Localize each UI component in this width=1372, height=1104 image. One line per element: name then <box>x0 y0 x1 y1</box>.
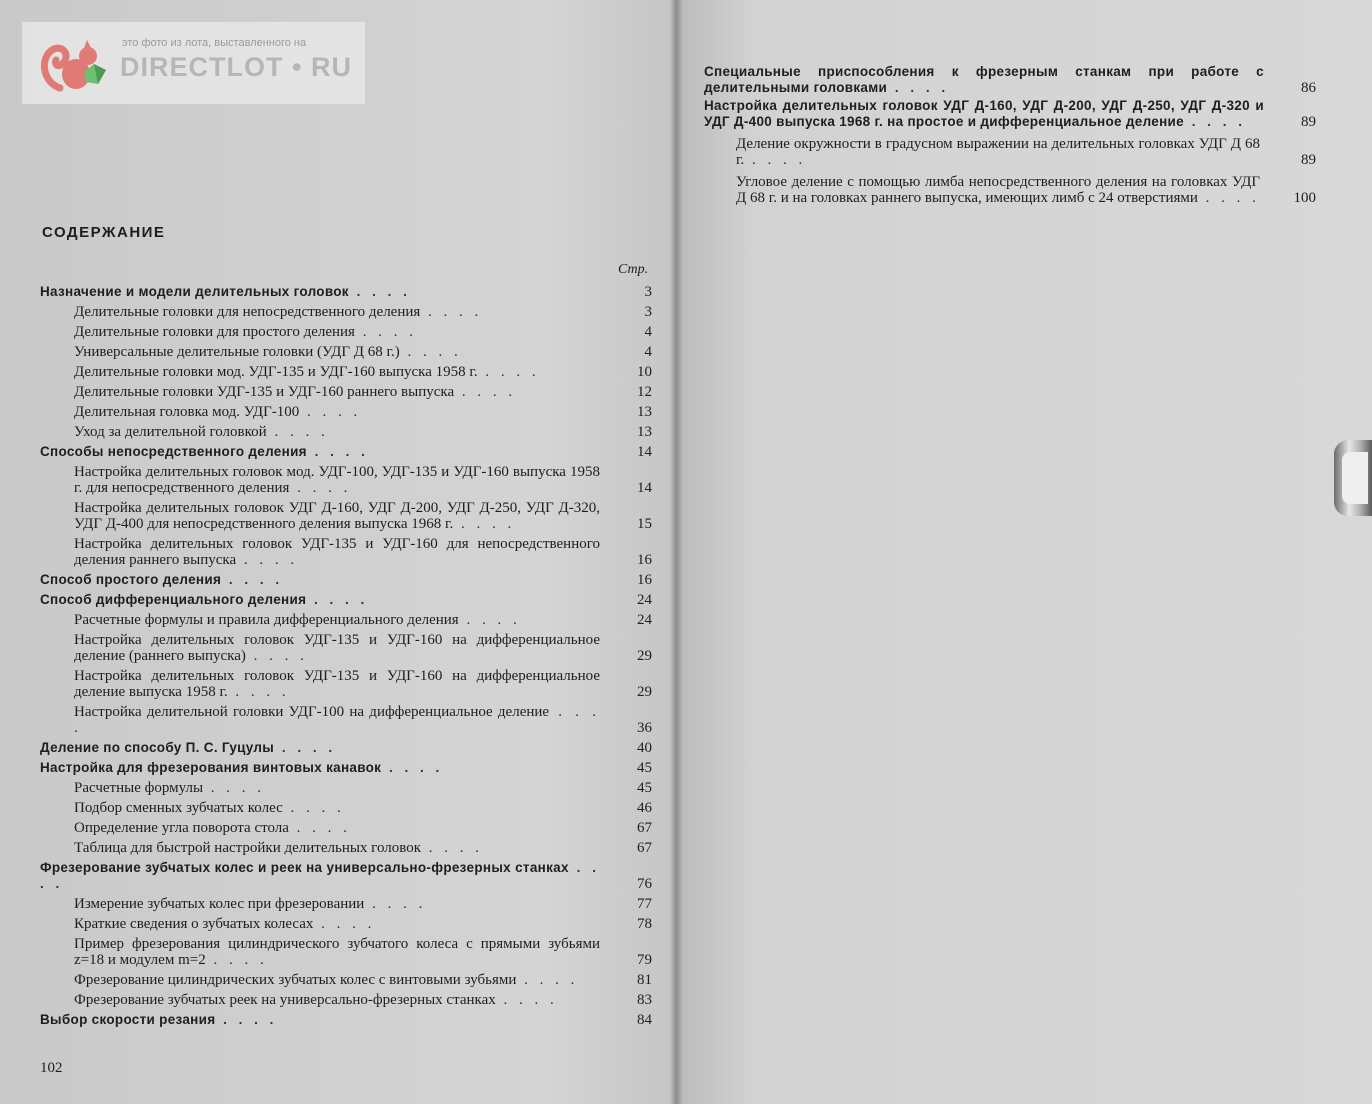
toc-entry-page: 86 <box>1301 80 1316 96</box>
toc-entry-title: Настройка делительных головок УДГ-135 и УДГ-160 на дифференциальное деление (раннего выпуска) <box>74 632 600 664</box>
toc-entry-title: Настройка делительных головок УДГ Д-160, УДГ Д-200, УДГ Д-250, УДГ Д-320, УДГ Д-400 для непосредственного деления выпуска 1968 г. <box>74 500 600 532</box>
toc-entry-page: 13 <box>637 404 652 420</box>
toc-entry-page: 84 <box>637 1012 652 1028</box>
toc-entry-title: Пример фрезерования цилиндрического зубчатого колеса с прямыми зубьями z=18 и модулем m=2 <box>74 936 600 968</box>
toc-entry-title: Фрезерование зубчатых колес и реек на универсально-фрезерных станках <box>40 860 569 875</box>
toc-entry-page: 46 <box>637 800 652 816</box>
toc-entry <box>40 424 652 440</box>
toc-leader-dots: . . . . <box>454 384 517 400</box>
toc-leader-dots: . . . . <box>205 952 268 968</box>
toc-leader-dots: . . . . <box>421 840 484 856</box>
toc-title: СОДЕРЖАНИЕ <box>42 224 166 241</box>
toc-entry <box>40 536 652 568</box>
toc-entry-title: Угловое деление с помощью лимба непосредственного деления на головках УДГ Д 68 г. и на головках раннего выпуска, имеющих лимб с 24 отверстиями <box>736 174 1260 206</box>
toc-entry-page: 4 <box>644 344 652 360</box>
toc-entry <box>40 820 652 836</box>
toc-entry <box>40 500 652 532</box>
toc-entry <box>40 800 652 816</box>
toc-leader-dots: . . . . <box>354 324 417 340</box>
toc-entry <box>40 384 652 400</box>
toc-entry-page: 10 <box>637 364 652 380</box>
toc-leader-dots: . . . . <box>1197 190 1260 206</box>
toc-entry <box>40 592 652 608</box>
toc-entry-page: 78 <box>637 916 652 932</box>
toc-entry-title: Настройка делительных головок УДГ-135 и УДГ-160 на дифференциальное деление выпуска 1958 г. <box>74 668 600 700</box>
toc-entry-page: 67 <box>637 840 652 856</box>
toc-entry-page: 3 <box>644 284 652 300</box>
toc-entry <box>40 284 652 300</box>
toc-entry-title: Краткие сведения о зубчатых колесах <box>74 916 314 932</box>
page-number: 102 <box>40 1060 63 1076</box>
toc-entry <box>40 404 652 420</box>
toc-entry-title: Способ дифференциального деления <box>40 592 307 607</box>
toc-leader-dots: . . . . <box>221 572 284 587</box>
toc-entry-page: 29 <box>637 684 652 700</box>
toc-entry-title: Подбор сменных зубчатых колес <box>74 800 283 816</box>
toc-entry <box>40 668 652 700</box>
toc-entry <box>40 612 652 628</box>
toc-entry-page: 4 <box>644 324 652 340</box>
toc-entry-title: Настройка делительных головок УДГ-135 и УДГ-160 для непосредственного деления раннего выпуска <box>74 536 600 568</box>
toc-entry-title: Настройка делительных головок мод. УДГ-100, УДГ-135 и УДГ-160 выпуска 1958 г. для непосредственного деления <box>74 464 600 496</box>
toc-leader-dots: . . . . <box>274 740 337 755</box>
toc-leader-dots: . . . . <box>299 404 362 420</box>
toc-leader-dots: . . . . <box>348 284 411 299</box>
toc-entry-page: 29 <box>637 648 652 664</box>
toc-entry <box>40 324 652 340</box>
squirrel-logo-icon <box>40 36 110 96</box>
toc-entry-page: 67 <box>637 820 652 836</box>
toc-entry <box>40 840 652 856</box>
toc-entry-page: 77 <box>637 896 652 912</box>
toc-entry-title: Настройка делительных головок УДГ Д-160, УДГ Д-200, УДГ Д-250, УДГ Д-320 и УДГ Д-400 выпуска 1968 г. на простое и дифференциальное деление <box>704 98 1264 129</box>
toc-entry-title: Деление по способу П. С. Гуцулы <box>40 740 275 755</box>
toc-entry-page: 83 <box>637 992 652 1008</box>
toc-entry-title: Настройка делительной головки УДГ-100 на дифференциальное деление <box>74 704 550 720</box>
toc-entry <box>40 572 652 588</box>
binder-clip-inner <box>1342 452 1368 504</box>
toc-entry-page: 14 <box>637 480 652 496</box>
toc-entry-title: Делительные головки УДГ-135 и УДГ-160 раннего выпуска <box>74 384 455 400</box>
toc-leader-dots: . . . . <box>744 152 807 168</box>
toc-entry-title: Универсальные делительные головки (УДГ Д 68 г.) <box>74 344 400 360</box>
toc-leader-dots: . . . . <box>288 820 351 836</box>
toc-entry-title: Назначение и модели делительных головок <box>40 284 349 299</box>
toc-entry-title: Фрезерование зубчатых реек на универсально-фрезерных станках <box>74 992 496 1008</box>
toc-leader-dots: . . . . <box>289 480 352 496</box>
toc-entry <box>40 760 652 776</box>
toc-entry <box>40 344 652 360</box>
toc-leader-dots: . . . . <box>887 80 950 95</box>
toc-leader-dots: . . . . <box>215 1012 278 1027</box>
toc-entry-page: 45 <box>637 760 652 776</box>
toc-entry <box>40 860 652 892</box>
toc-entry-title: Делительные головки для простого деления <box>74 324 355 340</box>
toc-leader-dots: . . . . <box>458 612 521 628</box>
toc-entry <box>40 704 652 736</box>
toc-leader-dots: . . . . <box>245 648 308 664</box>
toc-entry <box>704 64 1316 96</box>
toc-entry-title: Специальные приспособления к фрезерным станкам при работе с делительными головками <box>704 64 1264 95</box>
toc-entry-title: Определение угла поворота стола <box>74 820 289 836</box>
toc-entry <box>40 780 652 796</box>
toc-entry-page: 12 <box>637 384 652 400</box>
toc-entry-title: Делительные головки мод. УДГ-135 и УДГ-160 выпуска 1958 г. <box>74 364 478 380</box>
toc-entry-page: 100 <box>1293 190 1316 206</box>
toc-entry-page: 76 <box>637 876 652 892</box>
toc-entry-title: Деление окружности в градусном выражении на делительных головках УДГ Д 68 г. <box>736 136 1260 168</box>
toc-entry-page: 3 <box>644 304 652 320</box>
toc-entry <box>40 632 652 664</box>
watermark-caption: это фото из лота, выставленного на <box>122 37 307 49</box>
toc-list-left <box>40 284 652 1032</box>
toc-entry <box>40 992 652 1008</box>
toc-entry-page: 36 <box>637 720 652 736</box>
toc-leader-dots: . . . . <box>40 860 600 891</box>
toc-entry-title: Фрезерование цилиндрических зубчатых колес с винтовыми зубьями <box>74 972 517 988</box>
toc-entry <box>704 98 1316 130</box>
toc-leader-dots: . . . . <box>453 516 516 532</box>
toc-entry <box>40 364 652 380</box>
toc-leader-dots: . . . . <box>236 552 299 568</box>
toc-entry-page: 40 <box>637 740 652 756</box>
toc-entry-title: Настройка для фрезерования винтовых канавок <box>40 760 382 775</box>
toc-entry-title: Измерение зубчатых колес при фрезеровании <box>74 896 365 912</box>
toc-leader-dots: . . . . <box>420 304 483 320</box>
toc-entry-page: 81 <box>637 972 652 988</box>
toc-entry-title: Выбор скорости резания <box>40 1012 216 1027</box>
toc-entry <box>40 896 652 912</box>
toc-entry <box>40 916 652 932</box>
toc-entry-page: 14 <box>637 444 652 460</box>
watermark-brand: DIRECTLOT • RU <box>120 52 352 82</box>
toc-leader-dots: . . . . <box>399 344 462 360</box>
toc-entry <box>40 304 652 320</box>
toc-leader-dots: . . . . <box>381 760 444 775</box>
toc-entry-title: Уход за делительной головкой <box>74 424 267 440</box>
toc-leader-dots: . . . . <box>364 896 427 912</box>
toc-entry <box>40 464 652 496</box>
toc-leader-dots: . . . . <box>477 364 540 380</box>
toc-entry-page: 89 <box>1301 114 1316 130</box>
toc-entry-title: Расчетные формулы <box>74 780 204 796</box>
toc-leader-dots: . . . . <box>306 444 369 459</box>
toc-leader-dots: . . . . <box>313 916 376 932</box>
toc-entry <box>40 444 652 460</box>
toc-entry <box>704 174 1316 206</box>
toc-entry-title: Способ простого деления <box>40 572 222 587</box>
toc-entry-title: Таблица для быстрой настройки делительных головок <box>74 840 422 856</box>
toc-leader-dots: . . . . <box>1183 114 1246 129</box>
right-page <box>680 0 1372 1104</box>
toc-leader-dots: . . . . <box>74 704 601 736</box>
toc-entry-page: 24 <box>637 592 652 608</box>
toc-entry-title: Расчетные формулы и правила дифференциального деления <box>74 612 459 628</box>
toc-entry <box>40 972 652 988</box>
toc-leader-dots: . . . . <box>203 780 266 796</box>
toc-leader-dots: . . . . <box>282 800 345 816</box>
toc-entry-title: Делительные головки для непосредственного деления <box>74 304 421 320</box>
toc-entry-page: 16 <box>637 572 652 588</box>
toc-entry <box>704 136 1316 168</box>
toc-leader-dots: . . . . <box>266 424 329 440</box>
toc-leader-dots: . . . . <box>516 972 579 988</box>
toc-entry-title: Способы непосредственного деления <box>40 444 307 459</box>
toc-list-right <box>704 64 1316 210</box>
toc-entry-page: 15 <box>637 516 652 532</box>
toc-leader-dots: . . . . <box>495 992 558 1008</box>
toc-entry <box>40 740 652 756</box>
toc-entry-page: 24 <box>637 612 652 628</box>
watermark <box>22 22 365 104</box>
toc-entry-page: 45 <box>637 780 652 796</box>
toc-entry <box>40 936 652 968</box>
page-column-header: Стр. <box>618 262 649 277</box>
toc-leader-dots: . . . . <box>306 592 369 607</box>
toc-entry-page: 16 <box>637 552 652 568</box>
toc-entry-title: Делительная головка мод. УДГ-100 <box>74 404 300 420</box>
left-page <box>0 0 676 1104</box>
toc-entry-page: 89 <box>1301 152 1316 168</box>
toc-entry-page: 13 <box>637 424 652 440</box>
toc-entry <box>40 1012 652 1028</box>
toc-entry-page: 79 <box>637 952 652 968</box>
toc-leader-dots: . . . . <box>227 684 290 700</box>
